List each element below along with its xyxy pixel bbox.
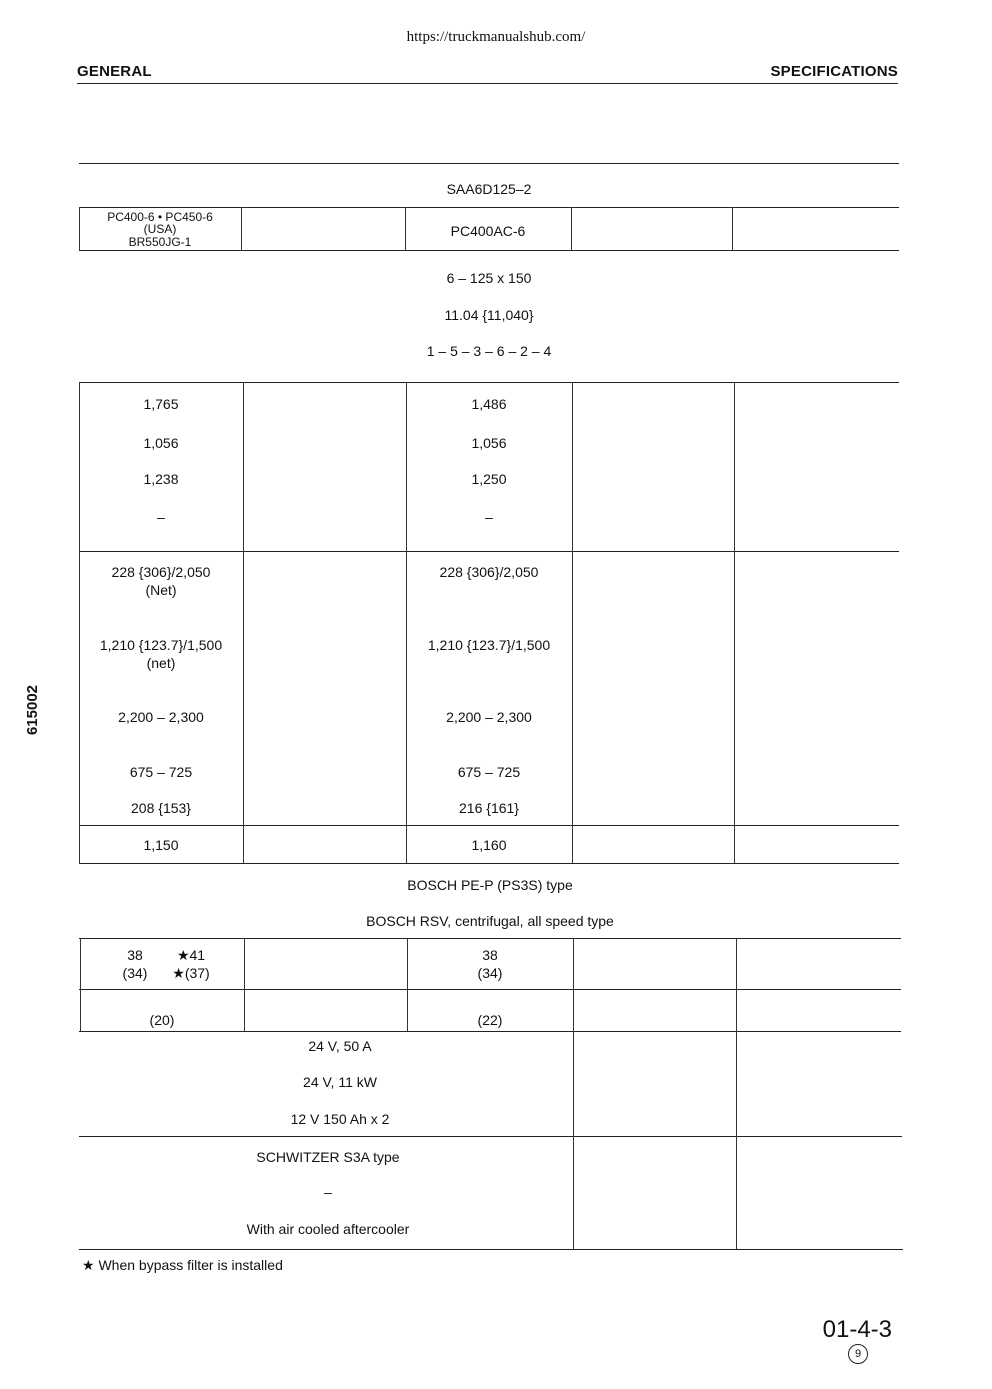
dimension-col1: 1,056	[143, 435, 179, 451]
machine-models-line-1: PC400-6 • PC450-6	[107, 210, 213, 224]
dry-weight-col3: 1,160	[471, 837, 507, 853]
dimension-col3: 1,250	[471, 471, 507, 487]
col-divider	[736, 938, 737, 1249]
dry-weight-col1: 1,150	[143, 837, 179, 853]
machine-models-line-2: (USA)	[143, 222, 177, 236]
oil-capacity-sub-col1: (34)	[122, 965, 148, 981]
oil-capacity-bypass-col1: ★41	[176, 947, 206, 963]
col-divider	[241, 207, 242, 250]
rule-electrical-top	[79, 1031, 901, 1032]
alternator: 24 V, 50 A	[308, 1038, 372, 1054]
footnote: ★ When bypass filter is installed	[82, 1257, 283, 1273]
page-number: 01-4-3	[822, 1316, 892, 1343]
dimension-col1: –	[157, 509, 165, 525]
oil-capacity-bypass-sub-col1: ★(37)	[172, 965, 210, 981]
cylinders-bore-stroke: 6 – 125 x 150	[446, 270, 532, 286]
other-equipment: With air cooled aftercooler	[246, 1221, 410, 1237]
rule-turbo-top	[79, 1136, 902, 1137]
dimension-col3: 1,056	[471, 435, 507, 451]
machine-model-col3: PC400AC-6	[450, 223, 526, 239]
source-url: https://truckmanualshub.com/	[406, 29, 586, 45]
table-bottom-rule	[79, 1249, 903, 1250]
col-divider	[243, 382, 244, 551]
rule-weight-top	[79, 825, 899, 826]
horsepower-note-col1: (Net)	[145, 582, 177, 598]
col-divider	[734, 551, 735, 863]
machine-models-line-3: BR550JG-1	[128, 235, 192, 249]
fuel-consumption-col1: 208 {153}	[131, 800, 191, 816]
oil-capacity-col3: 38	[482, 947, 498, 963]
header-rule	[77, 83, 898, 84]
col-divider	[732, 207, 733, 250]
flywheel-horsepower-col1: 228 {306}/2,050	[111, 564, 211, 580]
col-divider	[244, 938, 245, 1031]
col-divider	[573, 938, 574, 1249]
high-idle-col1: 2,200 – 2,300	[118, 709, 204, 725]
oil-capacity-col1: 38	[127, 947, 143, 963]
air-compressor: –	[324, 1184, 332, 1200]
high-idle-col3: 2,200 – 2,300	[446, 709, 532, 725]
rule-lubrication-top	[79, 938, 901, 939]
col-divider	[572, 551, 573, 863]
low-idle-col1: 675 – 725	[129, 764, 193, 780]
coolant-capacity-col3: (22)	[477, 1012, 503, 1028]
rule-dimensions-top	[79, 382, 899, 383]
oil-capacity-sub-col3: (34)	[477, 965, 503, 981]
battery: 12 V 150 Ah x 2	[290, 1111, 390, 1127]
revision-badge: 9	[848, 1344, 868, 1364]
coolant-capacity-col1: (20)	[149, 1012, 175, 1028]
table-top-rule	[79, 163, 899, 164]
col-divider	[734, 382, 735, 551]
col-divider	[572, 382, 573, 551]
displacement: 11.04 {11,040}	[444, 307, 534, 323]
dimension-col1: 1,765	[143, 396, 179, 412]
rule-coolant-top	[79, 989, 901, 990]
rule-model-row-top	[79, 207, 899, 208]
dimension-col1: 1,238	[143, 471, 179, 487]
flywheel-horsepower-col3: 228 {306}/2,050	[439, 564, 539, 580]
rule-performance-top	[79, 551, 899, 552]
turbocharger: SCHWITZER S3A type	[256, 1149, 400, 1165]
torque-note-col1: (net)	[146, 655, 176, 671]
fuel-consumption-col3: 216 {161}	[459, 800, 519, 816]
rule-fuel-system-top	[79, 863, 899, 864]
document-title: SPECIFICATIONS	[770, 63, 898, 80]
firing-order: 1 – 5 – 3 – 6 – 2 – 4	[426, 343, 552, 359]
max-torque-col1: 1,210 {123.7}/1,500	[99, 637, 223, 653]
col-divider	[243, 551, 244, 863]
dimension-col3: –	[485, 509, 493, 525]
col-divider	[571, 207, 572, 250]
side-code: 615002	[24, 684, 41, 736]
starting-motor: 24 V, 11 kW	[303, 1074, 377, 1090]
section-title: GENERAL	[77, 63, 152, 80]
dimension-col3: 1,486	[471, 396, 507, 412]
max-torque-col3: 1,210 {123.7}/1,500	[427, 637, 551, 653]
governor: BOSCH RSV, centrifugal, all speed type	[366, 913, 614, 929]
engine-model: SAA6D125–2	[446, 181, 532, 197]
rule-model-row-bottom	[79, 250, 899, 251]
low-idle-col3: 675 – 725	[457, 764, 521, 780]
fuel-injection-pump: BOSCH PE-P (PS3S) type	[407, 877, 573, 893]
